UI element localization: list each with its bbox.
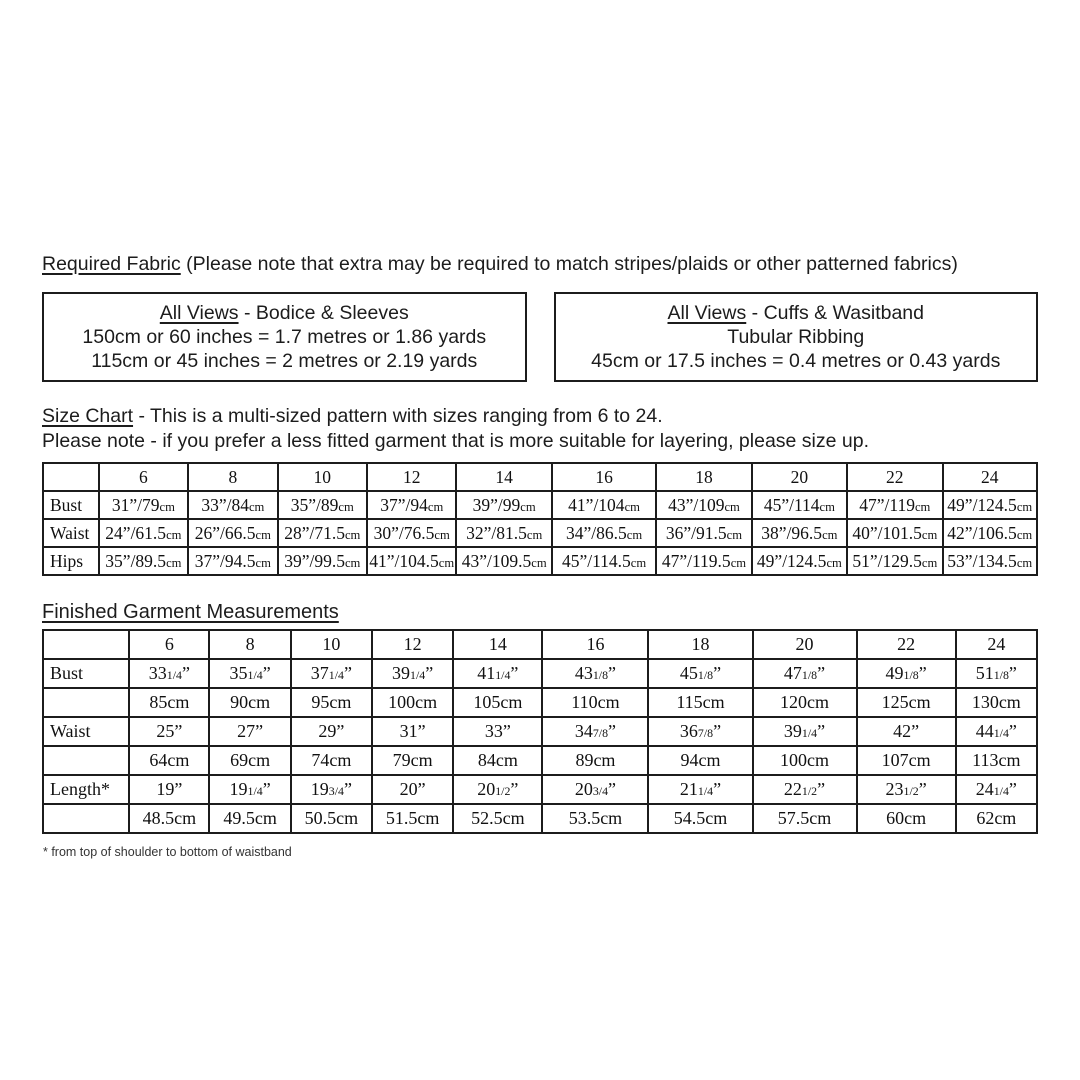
fraction: 7/8 xyxy=(697,726,714,740)
unit-cm: cm xyxy=(159,499,175,514)
table-cell: 69cm xyxy=(209,746,290,775)
fraction: 1/2 xyxy=(801,784,818,798)
finished-garment-measurements-table xyxy=(42,629,1038,834)
table-cell: 31”/79cm xyxy=(99,491,188,519)
table-cell: 48.5cm xyxy=(129,804,209,833)
table-cell: 38”/96.5cm xyxy=(752,519,847,547)
row-label: Bust xyxy=(43,491,99,519)
table-cell: 35”/89cm xyxy=(278,491,367,519)
table-cell: 39”/99.5cm xyxy=(278,547,367,575)
fabric-box-title-rest: - Bodice & Sleeves xyxy=(238,302,409,324)
column-header-size-12: 12 xyxy=(367,463,456,491)
column-header-size-20: 20 xyxy=(753,630,857,659)
column-header-size-22: 22 xyxy=(857,630,956,659)
size-chart-note: Please note - if you prefer a less fitted garment that is more suitable for layering, please size up. xyxy=(42,430,870,452)
unit-cm: cm xyxy=(1016,527,1033,542)
table-cell: 36”/91.5cm xyxy=(656,519,751,547)
table-cell: 43”/109cm xyxy=(656,491,751,519)
unit-cm: cm xyxy=(819,499,835,514)
table-cell: 31” xyxy=(372,717,453,746)
fraction: 1/4 xyxy=(166,668,182,682)
table-cell: 30”/76.5cm xyxy=(367,519,456,547)
unit-cm: cm xyxy=(248,499,265,514)
table-cell: 107cm xyxy=(857,746,956,775)
table-cell: 115cm xyxy=(648,688,752,717)
unit-cm: cm xyxy=(730,555,747,570)
column-header-size-12: 12 xyxy=(372,630,453,659)
table-cell: 94cm xyxy=(648,746,752,775)
fabric-box-line: 45cm or 17.5 inches = 0.4 metres or 0.43 yards xyxy=(591,350,1001,372)
column-header-size-24: 24 xyxy=(943,463,1037,491)
fraction: 1/8 xyxy=(993,668,1009,682)
table-cell: 120cm xyxy=(753,688,857,717)
table-cell: 391/4” xyxy=(753,717,857,746)
table-cell: 491/8” xyxy=(857,659,956,688)
table-cell: 351/4” xyxy=(209,659,290,688)
unit-cm: cm xyxy=(427,499,444,514)
table-cell: 33” xyxy=(453,717,542,746)
table-cell: 95cm xyxy=(291,688,372,717)
table-cell: 33”/84cm xyxy=(188,491,277,519)
unit-cm: cm xyxy=(255,555,271,570)
size-chart-heading-line xyxy=(42,404,1038,429)
table-row xyxy=(43,688,1037,717)
table-cell: 26”/66.5cm xyxy=(188,519,277,547)
finished-garment-heading-line xyxy=(42,600,1038,624)
column-header-size-20: 20 xyxy=(752,463,847,491)
unit-cm: cm xyxy=(520,499,536,514)
table-cell: 37”/94cm xyxy=(367,491,456,519)
finished-garment-heading: Finished Garment Measurements xyxy=(42,601,339,623)
table-cell: 100cm xyxy=(372,688,453,717)
table-cell: 347/8” xyxy=(542,717,648,746)
fraction: 1/4 xyxy=(247,784,263,798)
table-cell: 29” xyxy=(291,717,372,746)
size-chart-heading-rest: - This is a multi-sized pattern with sizes ranging from 6 to 24. xyxy=(133,405,663,427)
required-fabric-note: (Please note that extra may be required to match stripes/plaids or other patterned fabrics) xyxy=(180,253,958,275)
table-cell: 451/8” xyxy=(648,659,752,688)
table-cell: 51.5cm xyxy=(372,804,453,833)
table-cell: 27” xyxy=(209,717,290,746)
unit-cm: cm xyxy=(1016,555,1033,570)
table-cell: 471/8” xyxy=(753,659,857,688)
table-cell: 62cm xyxy=(956,804,1037,833)
size-chart-intro xyxy=(42,404,1038,454)
unit-cm: cm xyxy=(724,499,740,514)
table-row xyxy=(43,519,1037,547)
table-row xyxy=(43,717,1037,746)
fabric-box-title-rest: - Cuffs & Wasitband xyxy=(746,302,924,324)
column-header-size-10: 10 xyxy=(291,630,372,659)
table-cell: 221/2” xyxy=(753,775,857,804)
table-cell: 193/4” xyxy=(291,775,372,804)
table-cell: 60cm xyxy=(857,804,956,833)
column-header-size-14: 14 xyxy=(456,463,551,491)
fraction: 1/8 xyxy=(592,668,609,682)
table-cell: 53.5cm xyxy=(542,804,648,833)
table-row xyxy=(43,804,1037,833)
table-cell: 28”/71.5cm xyxy=(278,519,367,547)
row-label: Waist xyxy=(43,519,99,547)
column-header-size-18: 18 xyxy=(656,463,751,491)
column-header-size-16: 16 xyxy=(542,630,648,659)
table-cell: 47”/119.5cm xyxy=(656,547,751,575)
fabric-box-title-underlined: All Views xyxy=(667,302,747,324)
size-chart-heading: Size Chart xyxy=(42,405,134,427)
column-header-size-6: 6 xyxy=(129,630,209,659)
table-cell: 47”/119cm xyxy=(847,491,942,519)
fraction: 1/4 xyxy=(247,668,263,682)
corner-cell xyxy=(43,463,99,491)
required-fabric-heading: Required Fabric xyxy=(42,253,181,275)
table-cell: 130cm xyxy=(956,688,1037,717)
fraction: 3/4 xyxy=(592,784,609,798)
fabric-box-cuffs-waistband xyxy=(554,292,1039,382)
row-label: Bust xyxy=(43,659,129,688)
table-cell: 211/4” xyxy=(648,775,752,804)
table-cell: 25” xyxy=(129,717,209,746)
table-cell: 100cm xyxy=(753,746,857,775)
fraction: 1/4 xyxy=(495,668,511,682)
table-cell: 511/8” xyxy=(956,659,1037,688)
table-cell: 24”/61.5cm xyxy=(99,519,188,547)
row-label xyxy=(43,688,129,717)
table-cell: 89cm xyxy=(542,746,648,775)
table-row xyxy=(43,746,1037,775)
table-cell: 54.5cm xyxy=(648,804,752,833)
column-header-size-10: 10 xyxy=(278,463,367,491)
unit-cm: cm xyxy=(344,527,361,542)
row-label xyxy=(43,804,129,833)
table-cell: 50.5cm xyxy=(291,804,372,833)
table-cell: 203/4” xyxy=(542,775,648,804)
unit-cm: cm xyxy=(344,555,361,570)
required-fabric-heading-line xyxy=(42,253,1038,276)
unit-cm: cm xyxy=(1016,499,1033,514)
row-label: Length* xyxy=(43,775,129,804)
table-cell: 331/4” xyxy=(129,659,209,688)
unit-cm: cm xyxy=(921,555,938,570)
table-cell: 49”/124.5cm xyxy=(752,547,847,575)
column-header-size-22: 22 xyxy=(847,463,942,491)
table-cell: 411/4” xyxy=(453,659,542,688)
table-cell: 90cm xyxy=(209,688,290,717)
table-cell: 367/8” xyxy=(648,717,752,746)
table-cell: 51”/129.5cm xyxy=(847,547,942,575)
unit-cm: cm xyxy=(531,555,547,570)
unit-cm: cm xyxy=(166,527,182,542)
table-cell: 84cm xyxy=(453,746,542,775)
table-cell: 85cm xyxy=(129,688,209,717)
length-footnote: * from top of shoulder to bottom of waistband xyxy=(43,845,292,859)
unit-cm: cm xyxy=(166,555,182,570)
fraction: 3/4 xyxy=(328,784,344,798)
fraction: 1/4 xyxy=(410,668,426,682)
table-cell: 34”/86.5cm xyxy=(552,519,656,547)
table-row xyxy=(43,491,1037,519)
table-cell: 191/4” xyxy=(209,775,290,804)
table-row xyxy=(43,659,1037,688)
table-cell: 110cm xyxy=(542,688,648,717)
table-cell: 125cm xyxy=(857,688,956,717)
row-label: Waist xyxy=(43,717,129,746)
unit-cm: cm xyxy=(914,499,931,514)
fraction: 1/8 xyxy=(903,668,919,682)
row-label xyxy=(43,746,129,775)
table-cell: 45”/114.5cm xyxy=(552,547,656,575)
table-cell: 79cm xyxy=(372,746,453,775)
fabric-box-title xyxy=(560,301,1033,325)
fraction: 1/2 xyxy=(903,784,919,798)
unit-cm: cm xyxy=(526,527,543,542)
table-cell: 42”/106.5cm xyxy=(943,519,1037,547)
column-header-size-18: 18 xyxy=(648,630,752,659)
fraction: 1/4 xyxy=(993,726,1009,740)
fabric-box-bodice-sleeves xyxy=(42,292,527,382)
table-cell: 35”/89.5cm xyxy=(99,547,188,575)
fraction: 1/2 xyxy=(495,784,511,798)
column-header-size-16: 16 xyxy=(552,463,656,491)
table-cell: 52.5cm xyxy=(453,804,542,833)
table-cell: 49.5cm xyxy=(209,804,290,833)
unit-cm: cm xyxy=(338,499,354,514)
unit-cm: cm xyxy=(626,527,643,542)
table-cell: 20” xyxy=(372,775,453,804)
table-cell: 40”/101.5cm xyxy=(847,519,942,547)
table-cell: 57.5cm xyxy=(753,804,857,833)
fraction: 1/8 xyxy=(801,668,818,682)
table-cell: 74cm xyxy=(291,746,372,775)
fabric-box-line: 115cm or 45 inches = 2 metres or 2.19 yards xyxy=(91,350,478,372)
column-header-size-14: 14 xyxy=(453,630,542,659)
body-measurements-size-chart-table xyxy=(42,462,1038,576)
table-cell: 391/4” xyxy=(372,659,453,688)
unit-cm: cm xyxy=(438,555,455,570)
fraction: 1/4 xyxy=(801,726,818,740)
column-header-size-8: 8 xyxy=(188,463,277,491)
unit-cm: cm xyxy=(921,527,938,542)
unit-cm: cm xyxy=(822,527,838,542)
fabric-box-title xyxy=(48,301,521,325)
table-cell: 19” xyxy=(129,775,209,804)
table-cell: 64cm xyxy=(129,746,209,775)
fabric-requirement-boxes xyxy=(42,292,1038,382)
table-cell: 201/2” xyxy=(453,775,542,804)
table-cell: 32”/81.5cm xyxy=(456,519,551,547)
column-header-size-24: 24 xyxy=(956,630,1037,659)
table-cell: 42” xyxy=(857,717,956,746)
table-row xyxy=(43,547,1037,575)
column-header-size-6: 6 xyxy=(99,463,188,491)
column-header-size-8: 8 xyxy=(209,630,290,659)
table-cell: 105cm xyxy=(453,688,542,717)
row-label: Hips xyxy=(43,547,99,575)
unit-cm: cm xyxy=(630,555,647,570)
fraction: 1/4 xyxy=(328,668,344,682)
fabric-box-line: Tubular Ribbing xyxy=(727,326,865,348)
table-cell: 431/8” xyxy=(542,659,648,688)
table-cell: 41”/104.5cm xyxy=(367,547,456,575)
table-header-row xyxy=(43,463,1037,491)
fabric-box-title-underlined: All Views xyxy=(159,302,239,324)
fabric-box-line: 150cm or 60 inches = 1.7 metres or 1.86 yards xyxy=(82,326,487,348)
table-cell: 37”/94.5cm xyxy=(188,547,277,575)
table-cell: 441/4” xyxy=(956,717,1037,746)
table-cell: 43”/109.5cm xyxy=(456,547,551,575)
unit-cm: cm xyxy=(726,527,743,542)
table-cell: 241/4” xyxy=(956,775,1037,804)
table-cell: 231/2” xyxy=(857,775,956,804)
table-cell: 49”/124.5cm xyxy=(943,491,1037,519)
table-row xyxy=(43,775,1037,804)
fraction: 1/4 xyxy=(697,784,714,798)
unit-cm: cm xyxy=(826,555,842,570)
table-cell: 371/4” xyxy=(291,659,372,688)
fraction: 1/8 xyxy=(697,668,714,682)
unit-cm: cm xyxy=(255,527,271,542)
table-cell: 45”/114cm xyxy=(752,491,847,519)
table-cell: 113cm xyxy=(956,746,1037,775)
corner-cell xyxy=(43,630,129,659)
table-header-row xyxy=(43,630,1037,659)
table-cell: 53”/134.5cm xyxy=(943,547,1037,575)
fraction: 7/8 xyxy=(592,726,609,740)
unit-cm: cm xyxy=(434,527,450,542)
unit-cm: cm xyxy=(624,499,640,514)
table-cell: 41”/104cm xyxy=(552,491,656,519)
fraction: 1/4 xyxy=(993,784,1009,798)
table-cell: 39”/99cm xyxy=(456,491,551,519)
